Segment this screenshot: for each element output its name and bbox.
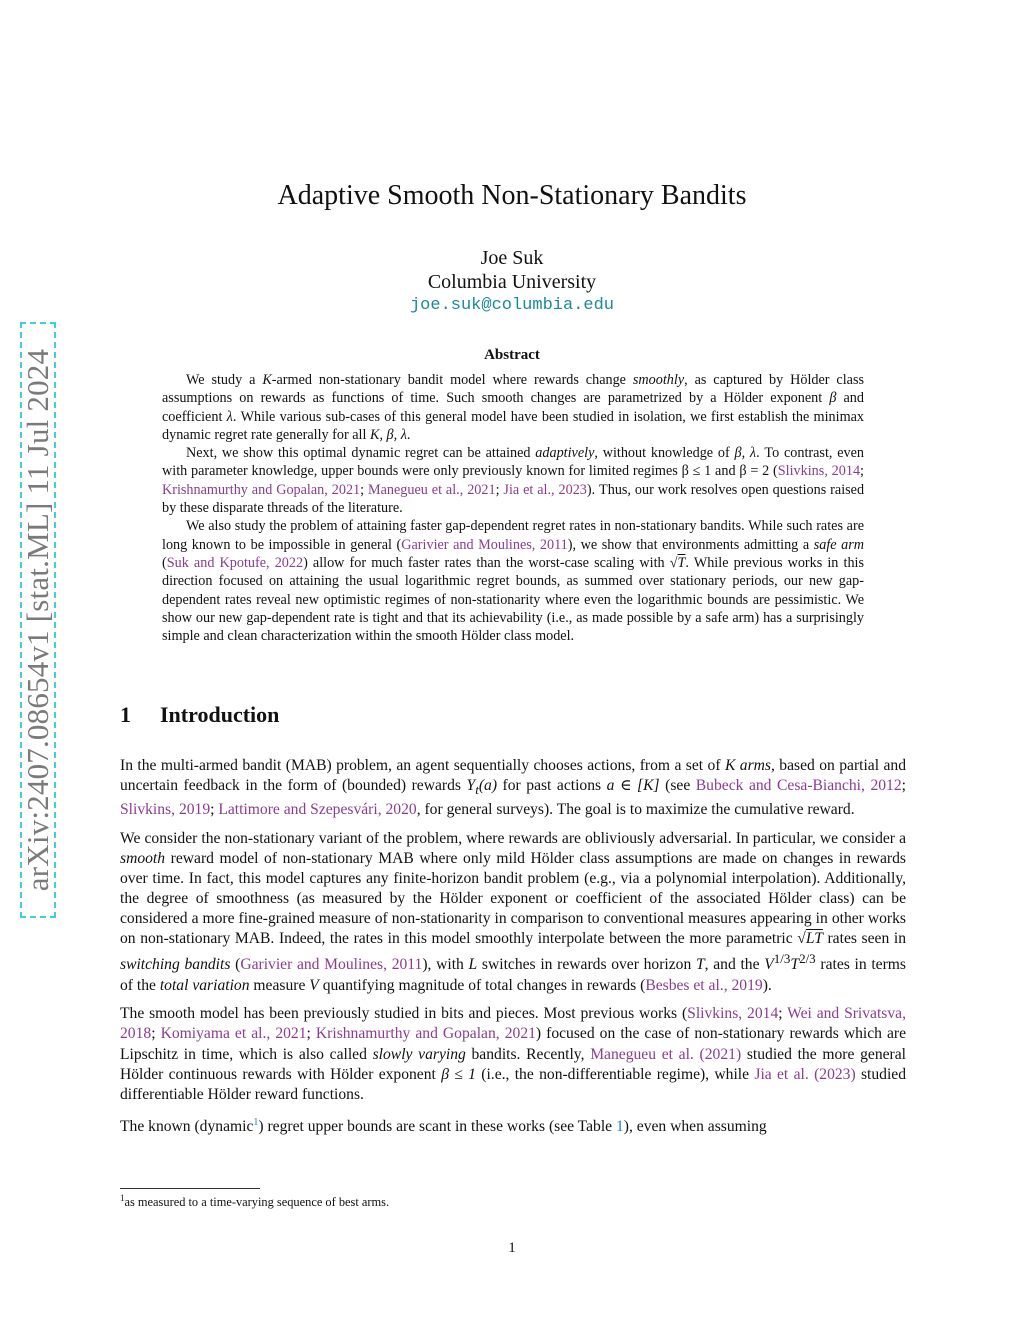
citation-link[interactable]: Slivkins, 2014 [777,463,861,480]
citation-link[interactable]: Slivkins, 2019 [120,801,211,819]
intro-paragraph-2: We consider the non-stationary variant of the problem, where rewards are obliviously adversarial. In particular, we consider a smooth reward model of non-stationary MAB where only mild Hölder class assumptions are made on changes in rewards over time. In fact, this model captures any finite-horizon bandit problem (e.g., via a polynomial interpolation). Additionally, the degree of smoothness (as measured by the Hölder exponent or coefficient of the associated Hölder class) can be considered a more fine-grained measure of non-stationarity in comparison to conventional measures appearing in other works on non-stationary MAB. Indeed, the rates in this model smoothly interpolate between the more parametric √LT rates seen in switching bandits (Garivier and Moulines, 2011), with L switches in rewards over horizon T, and the $V^{1/3}T^{2/3}$ rates in terms of the total variation measure V quantifying magnitude of total changes in rewards (Besbes et al., 2019). [120,829,907,994]
intro-paragraph-3: The smooth model has been previously studied in bits and pieces. Most previous works (Slivkins, 2014; Wei and Srivatsva, 2018; Komiyama et al., 2021; Krishnamurthy and Gopalan, 2021) focused on the case of non-stationary rewards which are Lipschitz in time, which is also called slowly varying bandits. Recently, Manegueu et al. (2021) studied the more general Hölder continuous rewards with Hölder exponent β ≤ 1 (i.e., the non-differentiable regime), while Jia et al. (2023) studied differentiable Hölder reward functions. [120,1005,907,1103]
citation-link[interactable]: Jia et al. (2023) [754,1065,856,1083]
citation-link[interactable]: Manegueu et al., 2021 [367,481,496,498]
author-block [0,246,1024,318]
citation-link[interactable]: Krishnamurthy and Gopalan, 2021 [162,481,361,498]
abstract-heading: Abstract [484,347,540,363]
author-name: Joe Suk [480,247,544,269]
footnote-divider [120,1188,260,1189]
citation-link[interactable]: Wei and Srivatsva, 2018 [120,1005,907,1043]
page-number: 1 [508,1240,516,1256]
section-number: 1 [120,702,131,727]
author-email-link[interactable]: joe.suk@columbia.edu [409,296,615,315]
footnote: $^1$as measured to a time-varying sequence of best arms. [120,1193,390,1210]
citation-link[interactable]: Bubeck and Cesa-Bianchi, 2012 [695,777,902,795]
intro-paragraph-4: The known (dynamic$^1$) regret upper bounds are scant in these works (see Table 1), even when assuming [120,1117,767,1136]
section-title: Introduction [160,702,280,727]
citation-link[interactable]: Komiyama et al., 2021 [160,1025,307,1043]
footnote-link[interactable]: 1 [253,1117,259,1129]
citation-link[interactable]: Slivkins, 2014 [687,1005,779,1023]
author-affiliation: Columbia University [427,271,597,293]
abstract-paragraph-3: We also study the problem of attaining faster gap-dependent regret rates in non-stationary bandits. While such rates are long known to be impossible in general (Garivier and Moulines, 2011), we show that environments admitting a safe arm (Suk and Kpotufe, 2022) allow for much faster rates than the worst-case scaling with √T. While previous works in this direction focused on attaining the usual logarithmic regret bounds, as summed over stationary periods, our new gap-dependent rates reveal new optimistic regimes of non-stationarity where even the logarithmic bounds are pessimistic. We show our new gap-dependent rate is tight and that its achievability (i.e., as made possible by a safe arm) has a surprisingly simple and clean characterization within the smooth Hölder class model. [162,518,865,645]
table-reference-link[interactable]: 1 [615,1118,624,1136]
paper-title: Adaptive Smooth Non-Stationary Bandits [277,180,747,211]
intro-paragraph-1: In the multi-armed bandit (MAB) problem, an agent sequentially chooses actions, from a set of K arms, based on partial and uncertain feedback in the form of (bounded) rewards $Y_t(a)$ for past actions a ∈ [K] (see Bubeck and Cesa-Bianchi, 2012; Slivkins, 2019; Lattimore and Szepesvári, 2020, for general surveys). The goal is to maximize the cumulative reward. [120,757,906,819]
introduction-body [120,756,906,1146]
abstract-paragraph-2: Next, we show this optimal dynamic regret can be attained adaptively, without knowledge of β, λ. To contrast, even with parameter knowledge, upper bounds were only previously known for limited regimes β ≤ 1 and β = 2 (Slivkins, 2014; Krishnamurthy and Gopalan, 2021; Manegueu et al., 2021; Jia et al., 2023). Thus, our work resolves open questions raised by these disparate threads of the literature. [162,445,865,517]
citation-link[interactable]: Garivier and Moulines, 2011 [240,956,423,974]
abstract-paragraph-1: We study a K-armed non-stationary bandit model where rewards change smoothly, as captured by Hölder class assumptions on rewards as functions of time. Such smooth changes are parametrized by a Hölder exponent β and coefficient λ. While various sub-cases of this general model have been studied in isolation, we first establish the minimax dynamic regret rate generally for all K, β, λ. [162,372,865,443]
citation-link[interactable]: Jia et al., 2023 [503,481,587,498]
section-heading [120,702,279,728]
citation-link[interactable]: Suk and Kpotufe, 2022 [166,554,304,571]
arxiv-identifier: arXiv:2407.08654v1 [stat.ML] 11 Jul 2024 [20,348,55,892]
citation-link[interactable]: Lattimore and Szepesvári, 2020 [218,801,417,819]
citation-link[interactable]: Manegueu et al. (2021) [590,1045,742,1063]
abstract-body [162,371,864,645]
citation-link[interactable]: Besbes et al., 2019 [645,976,763,994]
arxiv-identifier-stamp [20,322,56,918]
citation-link[interactable]: Krishnamurthy and Gopalan, 2021 [315,1025,536,1043]
citation-link[interactable]: Garivier and Moulines, 2011 [401,536,568,553]
